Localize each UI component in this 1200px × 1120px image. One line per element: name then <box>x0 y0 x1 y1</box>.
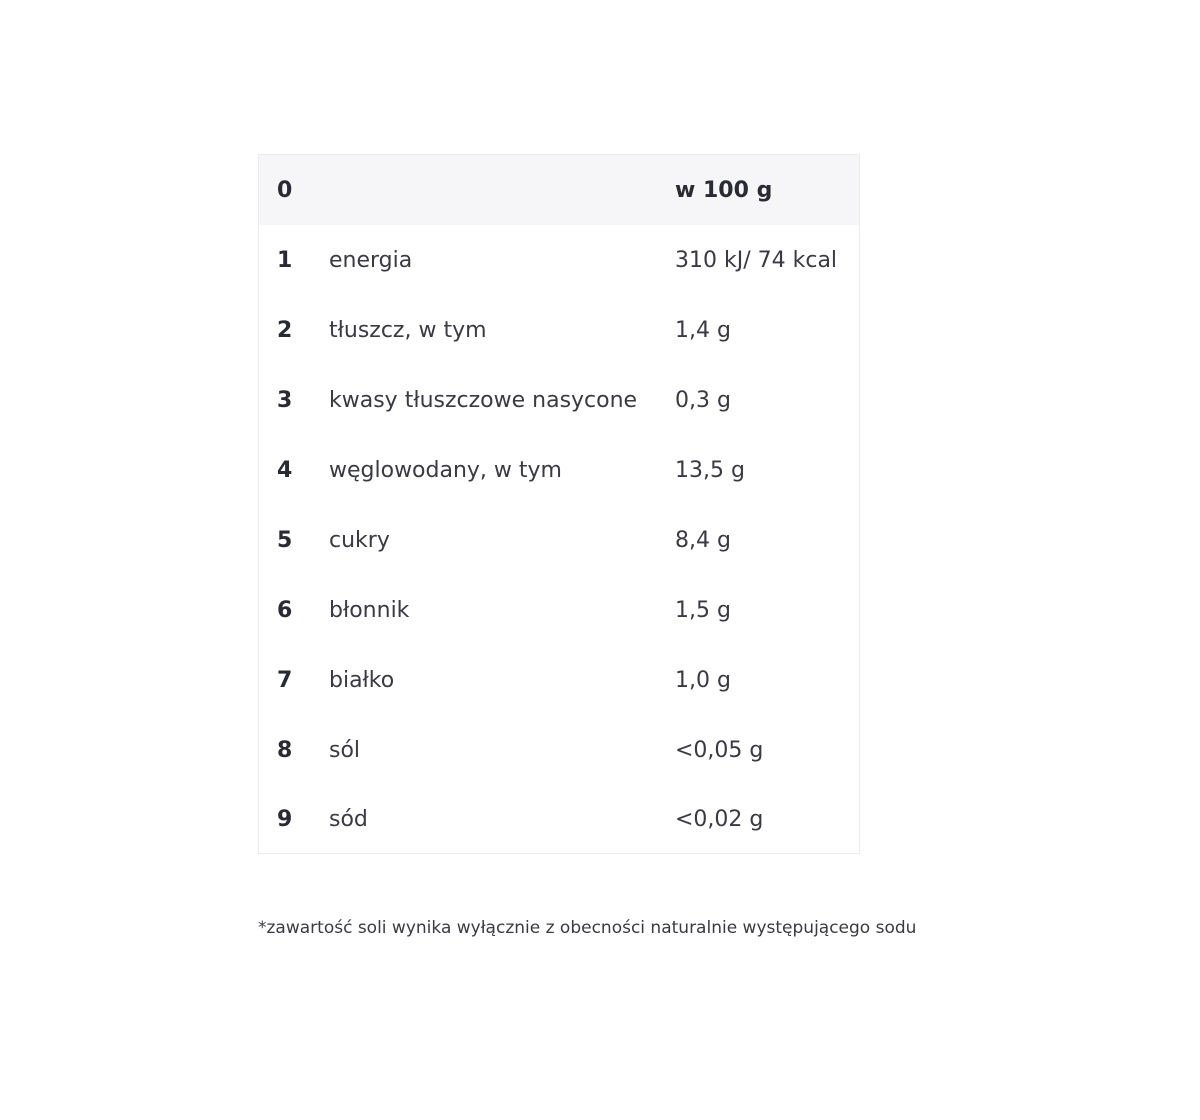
nutrient-name-cell: błonnik <box>329 597 410 623</box>
footnote: *zawartość soli wynika wyłącznie z obecności naturalnie występującego sodu <box>258 918 917 938</box>
nutrient-name-cell: kwasy tłuszczowe nasycone <box>329 387 638 413</box>
nutrient-name-cell: białko <box>329 667 395 693</box>
row-index-cell: 4 <box>277 457 293 483</box>
nutrient-name-cell: cukry <box>329 527 390 553</box>
table-row <box>259 225 859 295</box>
nutrient-value-cell: 1,0 g <box>675 667 731 693</box>
table-row <box>259 435 859 505</box>
table-row <box>259 365 859 435</box>
row-index-cell: 2 <box>277 317 293 343</box>
table-row <box>259 715 859 785</box>
row-index-cell: 3 <box>277 387 293 413</box>
row-index-cell: 7 <box>277 667 293 693</box>
table-row <box>259 785 859 853</box>
nutrient-value-cell: 310 kJ/ 74 kcal <box>675 247 838 273</box>
table-row <box>259 575 859 645</box>
table-row <box>259 645 859 715</box>
nutrient-name-cell: węglowodany, w tym <box>329 457 562 483</box>
table-row <box>259 505 859 575</box>
nutrient-value-cell: 8,4 g <box>675 527 731 553</box>
nutrient-name-cell: sód <box>329 806 368 832</box>
row-index-cell: 6 <box>277 597 293 623</box>
header-index-cell: 0 <box>277 177 293 203</box>
nutrient-name-cell: tłuszcz, w tym <box>329 317 487 343</box>
table-row <box>259 295 859 365</box>
nutrient-value-cell: 1,5 g <box>675 597 731 623</box>
nutrition-table <box>258 154 860 854</box>
nutrient-value-cell: 1,4 g <box>675 317 731 343</box>
nutrient-value-cell: <0,02 g <box>675 806 764 832</box>
nutrient-value-cell: 0,3 g <box>675 387 731 413</box>
row-index-cell: 1 <box>277 247 293 273</box>
header-value-cell: w 100 g <box>675 177 773 203</box>
nutrient-value-cell: <0,05 g <box>675 737 764 763</box>
row-index-cell: 9 <box>277 806 293 832</box>
row-index-cell: 8 <box>277 737 293 763</box>
row-index-cell: 5 <box>277 527 293 553</box>
nutrient-value-cell: 13,5 g <box>675 457 745 483</box>
nutrient-name-cell: sól <box>329 737 361 763</box>
nutrient-name-cell: energia <box>329 247 413 273</box>
table-header-row <box>259 155 859 225</box>
